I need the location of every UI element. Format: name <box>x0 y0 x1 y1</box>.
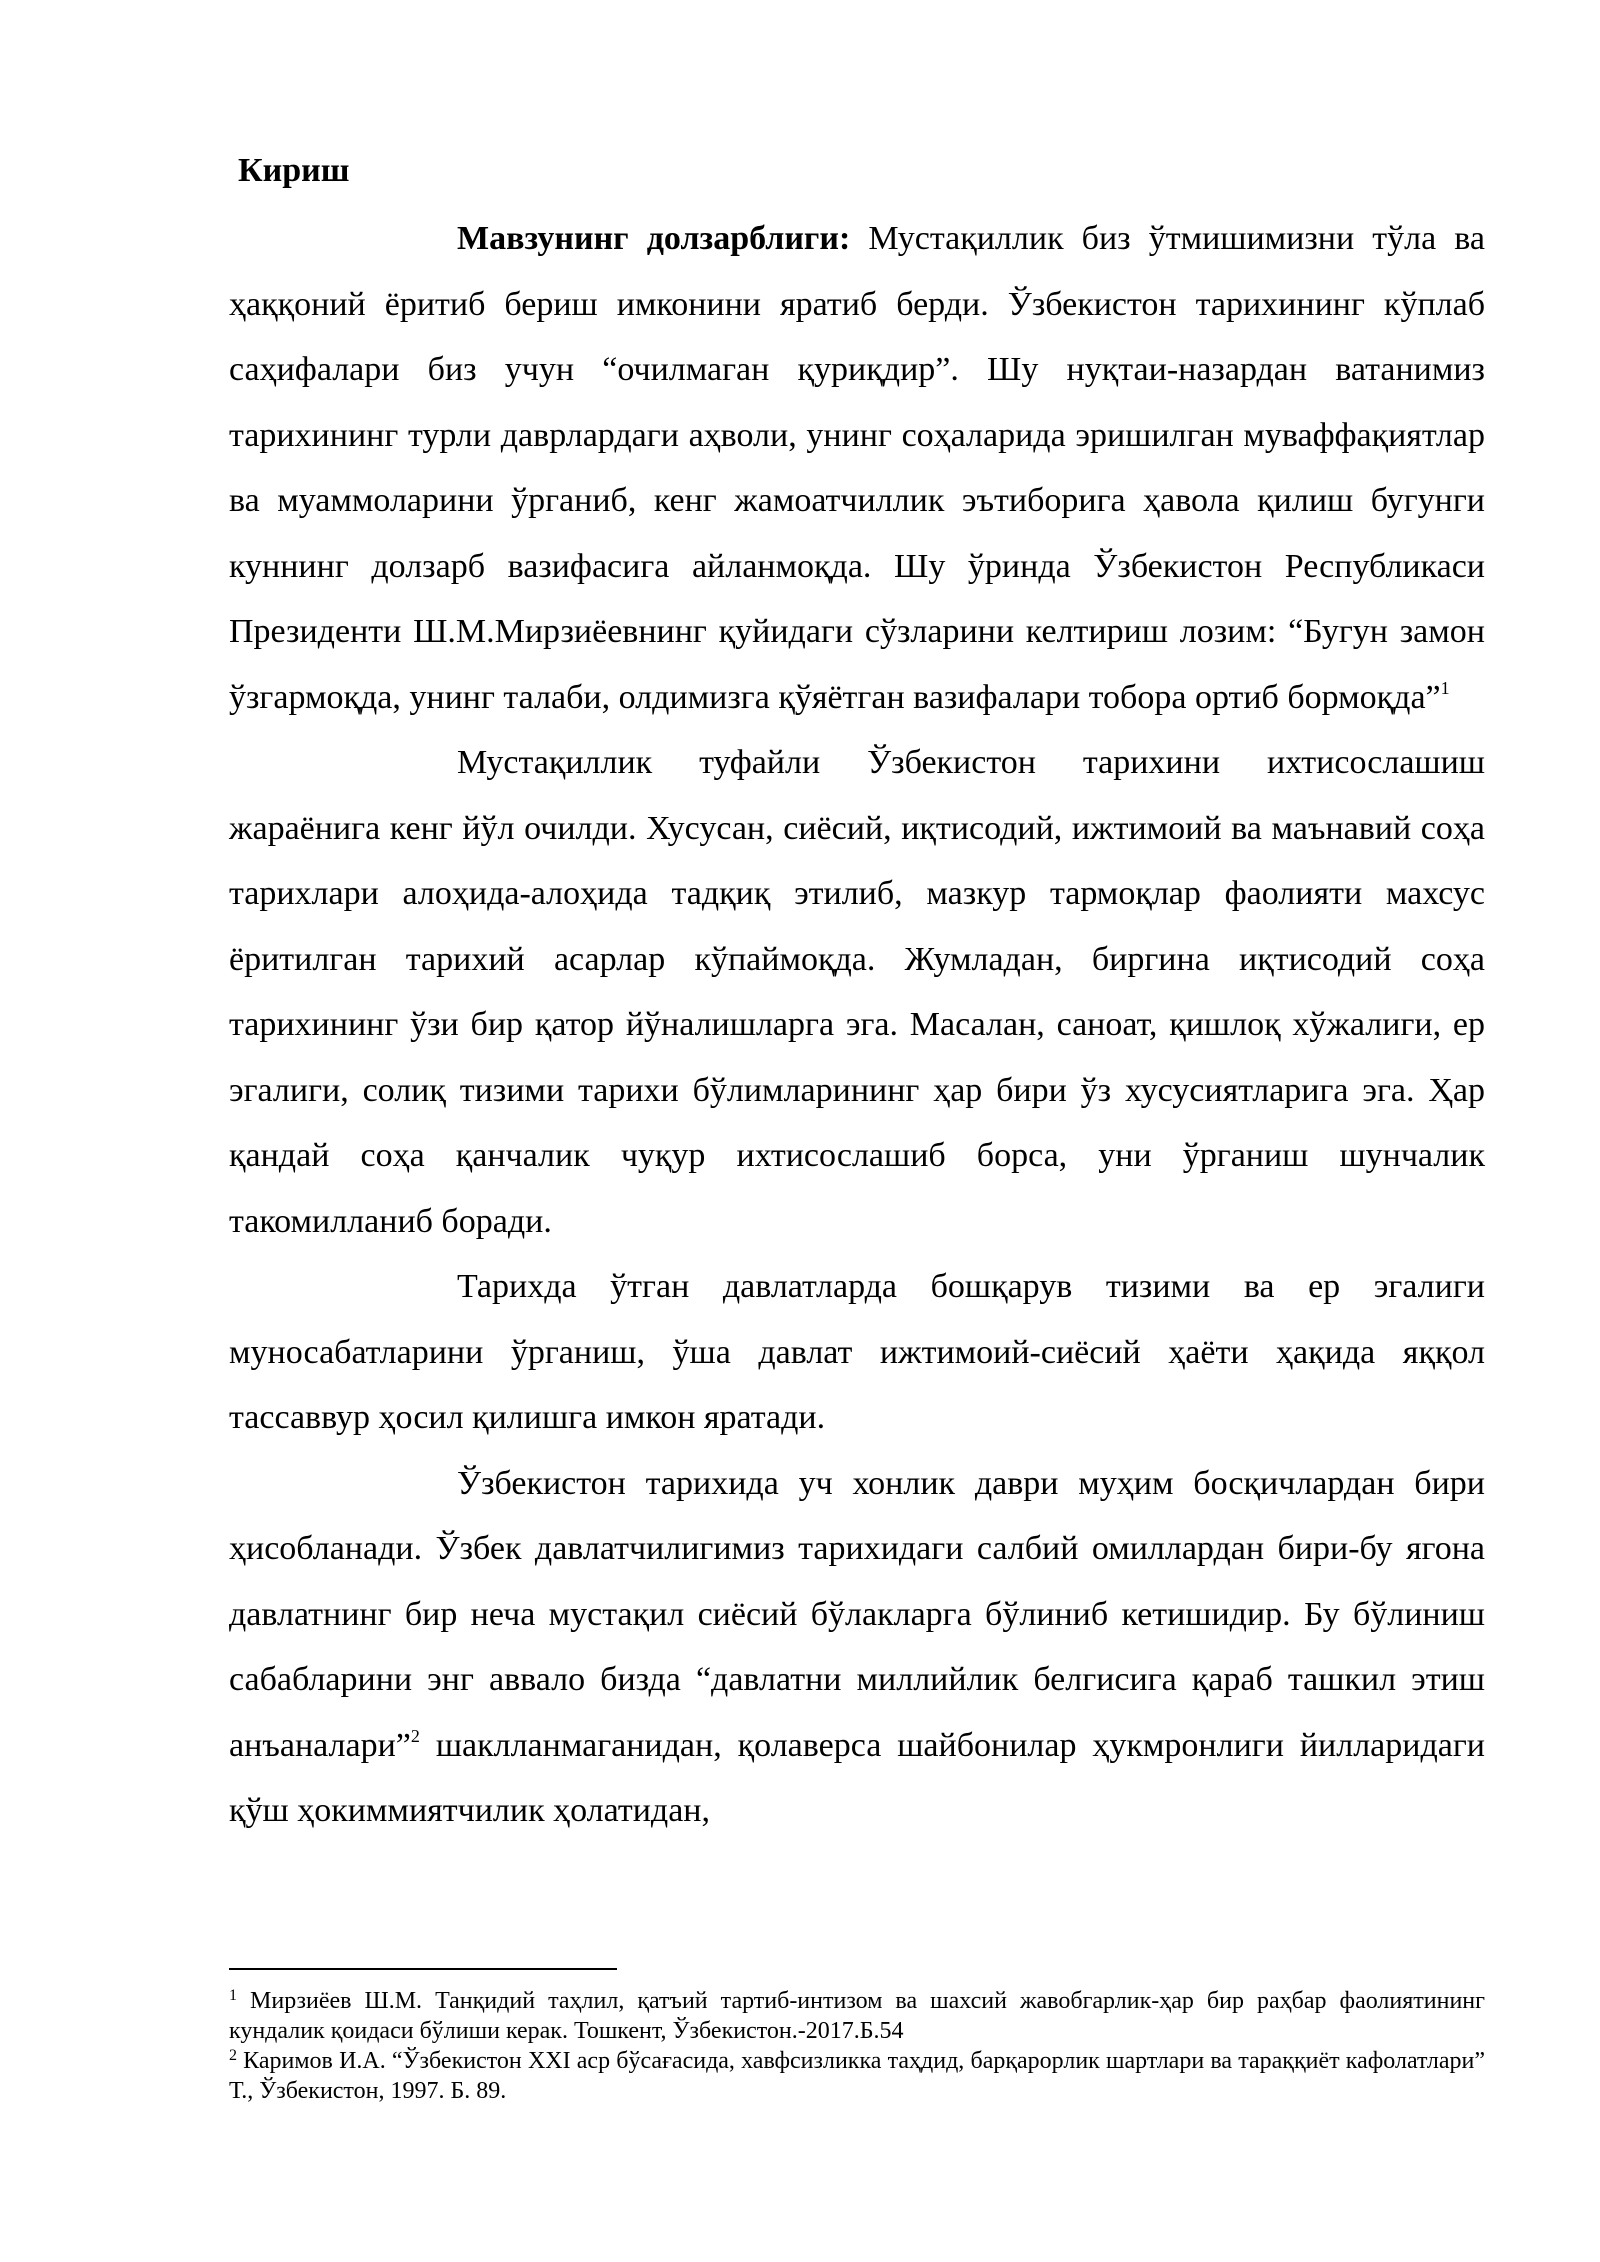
footnotes <box>229 1986 1485 2106</box>
footnote-separator <box>229 1968 617 1970</box>
footnote <box>229 2046 1485 2106</box>
footnote-ref: 1 <box>1440 677 1450 698</box>
footnote-ref: 2 <box>410 1725 420 1746</box>
paragraph-lead: Мавзунинг долзарблиги: <box>457 220 851 257</box>
footnote-number: 1 <box>229 1987 237 2004</box>
paragraph-text: шаклланмаганидан, қолаверса шайбонилар ҳукмронлиги йилларидаги қўш ҳокиммиятчилик ҳолатидан, <box>229 1726 1485 1829</box>
footnote <box>229 1986 1485 2046</box>
paragraph-specialization: Мустақиллик туфайли Ўзбекистон тарихини ихтисослашиш жараёнига кенг йўл очилди. Хусусан, сиёсий, иқтисодий, ижтимоий ва маънавий соҳа тарихлари алоҳида-алоҳида тадқиқ этилиб, мазкур тармоқлар фаолияти махсус ёритилган тарихий асарлар кўпаймоқда. Жумладан, биргина иқтисодий соҳа тарихининг ўзи бир қатор йўналишларга эга. Масалан, саноат, қишлоқ хўжалиги, ер эгалиги, солиқ тизими тарихи бўлимларининг ҳар бири ўз хусусиятларига эга. Ҳар қандай соҳа қанчалик чуқур ихтисослашиб борса, уни ўрганиш шунчалик такомилланиб боради. <box>229 744 1485 1240</box>
footnote-number: 2 <box>229 2047 237 2064</box>
paragraph-khanates <box>229 1451 1485 1844</box>
paragraph-relevance <box>229 206 1485 730</box>
section-heading: Кириш <box>238 152 350 189</box>
footnote-text: Мирзиёев Ш.М. Танқидий таҳлил, қатъий тартиб-интизом ва шахсий жавобгарлик-ҳар бир раҳбар фаолиятининг кундалик қоидаси бўлиши керак. Тошкент, Ўзбекистон.-2017.Б.54 <box>229 1988 1485 2044</box>
paragraph-governance: Тарихда ўтган давлатларда бошқарув тизими ва ер эгалиги муносабатларини ўрганиш, ўша давлат ижтимоий-сиёсий ҳаёти ҳақида яққол тассаввур ҳосил қилишга имкон яратади. <box>229 1268 1485 1436</box>
footnote-text: Каримов И.А. “Ўзбекистон XXI аср бўсағасида, хавфсизликка таҳдид, барқарорлик шартлари ва тараққиёт кафолатлари” Т., Ўзбекистон, 1997. Б. 89. <box>229 2048 1485 2104</box>
paragraph-text: Мустақиллик биз ўтмишимизни тўла ва ҳаққоний ёритиб бериш имконини яратиб берди. Ўзбекистон тарихининг кўплаб саҳифалари биз учун “очилмаган қуриқдир”. Шу нуқтаи-назардан ватанимиз тарихининг турли даврлардаги аҳволи, унинг соҳаларида эришилган муваффақиятлар ва муаммоларини ўрганиб, кенг жамоатчиллик эътиборига ҳавола қилиш бугунги куннинг долзарб вазифасига айланмоқда. Шу ўринда Ўзбекистон Республикаси Президенти Ш.М.Мирзиёевнинг қуйидаги сўзларини келтириш лозим: “Бугун замон ўзгармоқда, унинг талаби, олдимизга қўяётган вазифалари тобора ортиб бормоқда” <box>229 220 1485 716</box>
paragraph-text: Ўзбекистон тарихида уч хонлик даври муҳим босқичлардан бири ҳисобланади. Ўзбек давлатчилигимиз тарихидаги салбий омиллардан бири-бу ягона давлатнинг бир неча мустақил сиёсий бўлакларга бўлиниб кетишидир. Бу бўлиниш сабабларини энг аввало бизда “давлатни миллийлик белгисига қараб ташкил этиш анъаналари” <box>229 1464 1485 1764</box>
body-text <box>229 206 1485 1844</box>
